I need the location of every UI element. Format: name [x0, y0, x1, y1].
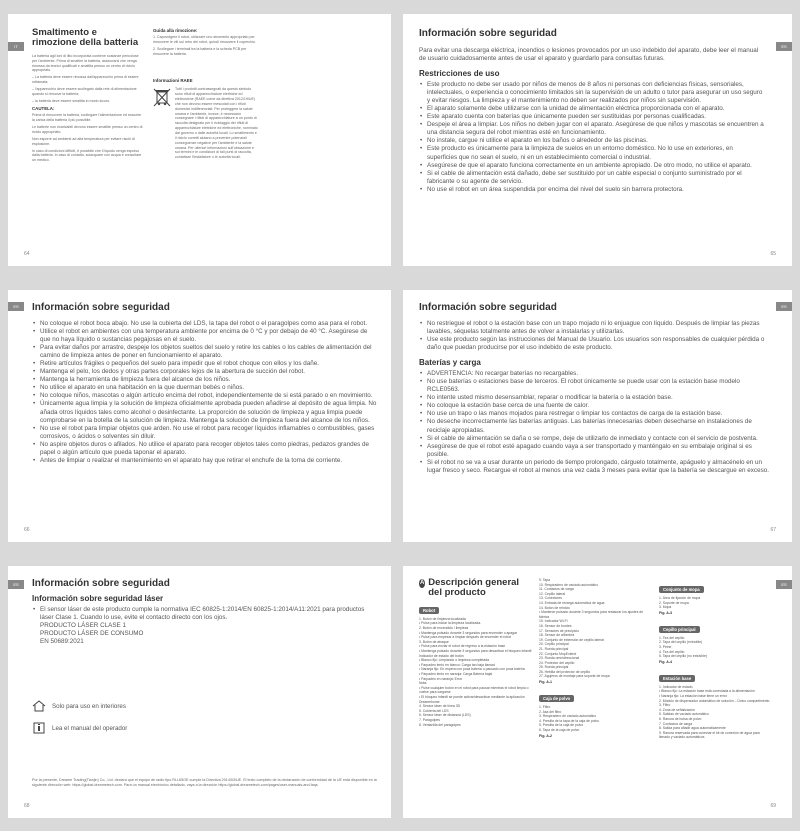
list-item: 23. Rueda omnidireccional: [539, 656, 580, 661]
list-item: 14. Entrada de recarga automática de agua: [539, 600, 605, 605]
intro-paragraph: Para evitar una descarga eléctrica, incendios o lesiones provocados por un uso indebido del aparato, debe leer el manual de usuario cuidadosamente antes de usar el aparato y guardarlo para consultas futuras.: [419, 47, 759, 63]
list-item: 5. Tapa del cepillo (no extraíble): [659, 654, 707, 659]
list-item: 27. Agujeros de montaje para soporte de mopa: [539, 674, 610, 679]
list-item: 1. Filtro: [539, 705, 551, 710]
list-item: • Asegúrese de que el aparato funciona correctamente en un ambiente apropiado. De otro modo, no utilice el aparato.: [419, 162, 764, 170]
list-item: 22. Conjunto MopExtend: [539, 651, 577, 656]
laser-standard-line: EN 50689:2021: [40, 638, 84, 646]
list-item: 3. Filtro: [659, 703, 671, 708]
accessories-column: [659, 578, 771, 740]
paragraph: 2. Scollegare i terminali tra la batteria e la scheda PCB per rimuovere la batteria.: [153, 46, 247, 56]
list-item: 1. Tira del cepillo: [659, 635, 685, 640]
list-item: 2. Botón de encendido / limpieza: [419, 626, 469, 631]
list-item: • No use baterías o estaciones base de terceros. El robot únicamente se puede usar con la estación base modelo RCLE0563.: [419, 378, 769, 394]
page-number: 66: [24, 527, 30, 533]
page-66: [8, 290, 391, 542]
list-item: • No intente usted mismo desensamblar, reparar o modificar la batería o la estación base.: [419, 394, 769, 402]
list-item: • No use el robot en un área suspendida por encima del nivel del suelo sin barrera protectora.: [419, 186, 764, 194]
list-item: 2. Módulo de dispensador automático de solución – Único compartimento: [659, 698, 770, 703]
page-number: 64: [24, 251, 30, 257]
list-item: 6. Sensor láser de distancia (LDS): [419, 713, 471, 718]
list-item: 18. Sensor de alfombra: [539, 633, 575, 638]
page-number: 67: [770, 527, 776, 533]
figure-label: Fig. A-2: [539, 733, 553, 738]
list-item: • Mantenga pulsado durante 3 segundos para encender o apagar: [419, 630, 518, 635]
language-tab: ES: [776, 302, 792, 311]
list-item: 10. Respiradero de vaciado automático: [539, 582, 598, 587]
list-item: • Este producto no debe ser usado por niños de menos de 8 años ni personas con deficiencias físicas, sensoriales, intelectuales, o experiencia o conocimiento limitados sin la supervisión de un adulto o tutor para asegurar un uso seguro y evitar riesgos. La limpieza y el mantenimiento no deben ser realizados por niños sin supervisión.: [419, 81, 764, 105]
paragraph: – l'apparecchio deve essere scollegato dalla rete di alimentazione quando si rimuove la batteria;: [32, 86, 137, 96]
robot-column: [419, 578, 533, 727]
page-65: [403, 14, 792, 266]
list-item: • Blanco fijo: Limpiando o limpieza completada: [419, 658, 489, 663]
paragraph: In caso di condizioni difficili, è possibile che il liquido venga espulso dalla batteria. In caso di contatto, sciacquare con acqua e consultare un medico.: [32, 148, 142, 163]
figure-label: Fig. A-3: [659, 610, 673, 615]
list-item: • No coloque niños, mascotas o algún artículo encima del robot, independientemente de si está parado o en movimiento.: [32, 392, 377, 400]
caution-title: CAUTELA:: [32, 106, 55, 112]
list-item: • Naranja fijo: La estación base tiene un error: [659, 693, 727, 698]
list-item: • Mantenga pulsado durante 3 segundos para desactivar el bloqueo infantil: [419, 649, 532, 654]
list-item: 9. Tapa: [539, 578, 551, 582]
list-item: • Despeje el área a limpiar. Los niños no deben jugar con el aparato. Asegúrese de que niños y mascotas se encuentren a una distancia segura del robot mientras esté en funcionamiento.: [419, 121, 764, 137]
page-64: [8, 14, 391, 266]
robot-label: Robot: [419, 607, 439, 614]
list-item: • Blanco fijo: La estación base está conectada a la alimentación: [659, 689, 755, 694]
page-number: 65: [770, 251, 776, 257]
list-item: • No aspire objetos duros o afilados. No utilice el aparato para recoger objetos tales como piedras, pedazos grandes de papel o algún artículo que pueda taponar el aparato.: [32, 441, 377, 457]
main-brush-list: [659, 636, 771, 659]
list-item: • Pulse para enviar el robot de regreso a la estación base: [419, 644, 506, 649]
list-item: • El sensor láser de este producto cumple la normativa IEC 60825-1:2014/EN 60825-1:2014/A11:2021 para productos láser Clase 1. Cuando lo use, evite el contacto directo con los ojos.: [32, 606, 377, 622]
list-item: 2. Asa del filtro: [539, 709, 562, 714]
page-title: Información sobre seguridad: [419, 302, 557, 313]
paragraph: Prima di rimuovere la batteria, scollegare l'alimentazione ed esaurire la carica della batteria il più possibile.: [32, 113, 141, 123]
list-item: 1. Área de fijación de mopa: [659, 596, 701, 600]
list-item: • El aparato solamente debe utilizarse con la unidad de alimentación eléctrica proporcionada con el aparato.: [419, 105, 764, 113]
list-item: • Retire artículos frágiles o pequeños del suelo para impedir que el robot choque con ellos y los dañe.: [32, 360, 377, 368]
page-69: [403, 566, 792, 818]
indoor-use-row: [32, 700, 126, 712]
figure-label: Fig. A-4: [659, 659, 673, 664]
list-item: 2. Soporte de mopa: [659, 600, 689, 605]
list-item: 4. Sensor láser de línea 3D: [419, 704, 461, 709]
base-station-label: Estación base: [659, 675, 695, 682]
paragraph: 1. Capovolgere il robot, utilizzare uno strumento appropriato per rimuovere le viti sul retro del robot, quindi rimuovere il coperchio.: [153, 35, 256, 44]
main-brush-label: Cepillo principal: [659, 626, 700, 633]
section-subtitle: Baterías y carga: [419, 358, 481, 368]
list-item: 3. Mopa: [659, 605, 672, 610]
list-item: 6. Tapa de la caja de polvo: [539, 728, 580, 733]
list-item: • Mantener pulsado durante 3 segundos para restaurar los ajustes de fábrica: [539, 610, 644, 619]
laser-consumer-line: PRODUCTO LÁSER DE CONSUMO: [40, 630, 144, 638]
list-item: • Pulse cualquier botón en el robot para pausar mientras el robot limpia o vuelve para cargarse: [419, 685, 529, 695]
list-item: 16. Sensor de bordes: [539, 623, 572, 628]
indoor-label: Solo para uso en interiores: [52, 702, 126, 710]
list-item: 3. Botón de atraque: [419, 639, 449, 644]
bullet-list: [32, 320, 377, 465]
list-item: • Mantenga el pelo, los dedos y otras partes corporales lejos de la abertura de succión del robot.: [32, 368, 377, 376]
list-item: 14. Botón de reinicio: [539, 605, 570, 610]
paragraph: Non esporre ad ambienti ad alta temperatura per evitare rischi di esplosione.: [32, 136, 135, 146]
list-item: 5. Presilla de la caja de polvo: [539, 723, 584, 728]
list-item: • Asegúrese de que el robot esté apagado cuando vaya a ser transportado y manténgalo en su embalaje original si es posible.: [419, 443, 769, 459]
list-item: • Naranja fijo: En espera con poca batería o pausado con poca batería: [419, 667, 525, 672]
list-item: • El bloqueo infantil se puede activar/desactivar mediante la aplicación Dreamehome.: [419, 694, 525, 704]
list-item: • Este aparato cuenta con baterías que únicamente pueden ser sustituidas por personas cualificadas.: [419, 113, 764, 121]
laser-list: [32, 606, 377, 622]
list-item: 26. Hebilla del protector de cepillo: [539, 669, 591, 674]
base-station-list: [659, 685, 771, 740]
list-item: 8. Salida para añadir agua automáticamente: [659, 726, 726, 731]
list-item: 25. Rueda principal: [539, 665, 569, 670]
robot-parts-list: [419, 617, 533, 727]
dust-box-list: [539, 705, 653, 733]
safety-content: [419, 28, 764, 194]
battery-paras: [32, 54, 144, 104]
page-title: Smaltimento e rimozione della batteria: [32, 27, 139, 49]
removal-guide-column: [153, 28, 259, 160]
list-item: 7. Contactos de carga: [659, 721, 693, 726]
list-item: • Mantenga la herramienta de limpieza fuera del alcance de los niños.: [32, 376, 377, 384]
guide-paras: [153, 35, 259, 56]
crossed-bin-icon: [153, 87, 171, 107]
page-number: 69: [770, 803, 776, 809]
paragraph: Le batterie non ricaricabili devono essere smaltite presso un centro di riciclo appropriato.: [32, 125, 143, 134]
page-number: 68: [24, 803, 30, 809]
raee-block: [153, 87, 259, 160]
battery-disposal-column: [32, 28, 144, 165]
list-item: • Use este producto según las instrucciones del Manual de Usuario. Los usuarios son responsables de cualquier pérdida o daño que puedan producirse por el uso indebido de este producto.: [419, 336, 769, 352]
guide-title: Guida alla rimozione:: [153, 28, 198, 33]
list-item: • No instale, cargue ni utilice el aparato en los baños o alrededor de las piscinas.: [419, 137, 764, 145]
overview-title-row: [419, 578, 533, 599]
raee-text: Tutti i prodotti contrassegnati da questo simbolo sono rifiuti di apparecchiature elettriche ed elettroniche (RAEE come da direttiva 2012/19/UE) che non devono essere mescolati con i rifiuti domestici indifferenziati. Per proteggere la salute umana e l'ambiente, invece, è necessario consegnare i rifiuti di apparecchiature a un punto di raccolta designato per il riciclaggio dei rifiuti di apparecchiature elettriche ed elettroniche, nominato dal governo o dalle autorità locali. Lo smaltimento e il riciclo corretti aiutano a prevenire potenziali conseguenze negative per l'ambiente e la salute umana. Per ulteriori informazioni sull'ubicazione e sui termini e le condizioni di tali punti di raccolta, contattare l'installatore o le autorità locali.: [175, 87, 258, 160]
language-tab: ES: [776, 42, 792, 51]
page-title: Información sobre seguridad: [32, 578, 170, 589]
list-item: • No use el robot para limpiar objetos que arden. No use el robot para recoger líquidos inflamables o combustibles, gases corrosivos, o ácidos o solventes sin diluir.: [32, 425, 377, 441]
section-subtitle: Información sobre seguridad láser: [32, 594, 164, 603]
list-item: • No coloque el robot boca abajo. No use la cubierta del LDS, la tapa del robot o el paragolpes como asa para el robot.: [32, 320, 377, 328]
list-item: 7. Paragolpes: [419, 717, 440, 722]
list-item: • Únicamente agua limpia y la solución de limpieza oficialmente aprobada pueden añadirse al depósito de agua limpia. No añada otros líquidos tales como alcohol o desinfectante. La proporción de solución de limpieza y agua limpia puede comprobarse en la botella de la solución de limpieza. Mantenga la solución de limpieza fuera del alcance de los niños.: [32, 400, 377, 424]
laser-safety-content: [32, 578, 377, 646]
paragraph: La batteria agli ioni di litio incorporata contiene sostanze pericolose per l'ambiente. Prima di smaltire la batteria, assicurarsi che venga rimossa da tecnici qualificati e smaltita presso un centro di riciclo appropriato.: [32, 53, 139, 73]
list-item: 1. Botón de limpieza localizada: [419, 616, 466, 621]
list-item: • Utilice el robot en ambientes con una temperatura ambiente por encima de 0 °C y por debajo de 40 °C. Asegúrese de que no haya líquido o sustancias pegajosas en el suelo.: [32, 328, 377, 344]
robot-parts-list-continued: [539, 578, 653, 679]
list-item: • Para evitar daños por arrastre, despeje los objetos sueltos del suelo y retire los cables o los cables de alimentación del camino de limpieza antes de poner en funcionamiento el aparato.: [32, 344, 377, 360]
house-icon: [32, 700, 46, 712]
list-item: Nota:: [419, 681, 428, 686]
list-item: 4. Presilla de la tapa de la caja de polvo: [539, 718, 599, 723]
list-item: 6. Ranura de bolsa de polvo: [659, 716, 702, 721]
list-item: 20. Cepillo principal: [539, 642, 569, 647]
page-68: [8, 566, 391, 818]
list-item: • Este producto es únicamente para la limpieza de suelos en un entorno doméstico. No lo use en exteriores, en superficies que no sean el suelo, ni en un establecimiento comercial o industrial.: [419, 145, 764, 161]
list-item: • Parpadeo lento en blanco: Carga tan baja llamad: [419, 662, 495, 667]
declaration-footer: Por la presente, Dreame Trading(Tianjin) Co., Ltd. declara que el equipo de radio tipo RLL65GE cumple la Directiva 2014/53/UE. El texto completo de la declaración de conformidad de la UE está disponible en la siguiente dirección web: https://global.dreametech.com. Para un manual electrónico detallado, vaya a la dirección https://global.dreametech.com/pages/user-manuals-and-faqs: [32, 778, 377, 787]
laser-class-line: PRODUCTO LÁSER CLASE 1: [40, 622, 126, 630]
list-item: • No utilice el aparato en una habitación en la que duerman bebés o niños.: [32, 384, 377, 392]
list-item: • No restriegue el robot o la estación base con un trapo mojado ni lo enjuague con líquido. Después de limpiar las piezas lavables, séquelas totalmente antes de volver a instalarlas y utilizarlas.: [419, 320, 769, 336]
mop-assembly-label: Conjunto de mopa: [659, 586, 704, 593]
list-item: • ADVERTENCIA: No recargar baterías no recargables.: [419, 370, 769, 378]
manual-book-icon: [32, 722, 46, 734]
list-item: • Si el robot no se va a usar durante un periodo de tiempo prolongado, cárguelo totalmente, apáguelo y almacénelo en un lugar fresco y seco. Recargue el robot al menos una vez cada 3 meses para evitar que la batería se descargue en exceso.: [419, 459, 769, 475]
list-item: 2. Tapa del cepillo (extraíble): [659, 640, 703, 645]
manual-label: Lea el manual del operador: [52, 724, 128, 732]
list-item: 8. Ventanilla del paragolpes: [419, 722, 461, 727]
list-item: • No coloque la estación base cerca de una fuente de calor.: [419, 402, 769, 410]
list-item: 12. Cepillo lateral: [539, 591, 566, 596]
list-item: • Pulse para iniciar la limpieza localizada.: [419, 621, 482, 626]
list-item: 5. Salidas de vaciado automático: [659, 712, 709, 717]
list-item: • Si el cable de alimentación está dañado, debe ser sustituido por un cable especial o conjunto suministrado por el fabricante o su agente de servicio.: [419, 170, 764, 186]
raee-title: Informazioni RAEE: [153, 78, 193, 84]
list-item: Indicador de estado del botón: [419, 653, 464, 658]
list-item: 15. Indicador Wi-Fi: [539, 619, 568, 624]
list-item: • Parpadeo lento en naranja: Carga Batería bajal: [419, 672, 493, 676]
list-item: • Si el cable de alimentación se daña o se rompe, deje de utilizarlo de inmediato y contacte con el servicio de postventa.: [419, 435, 769, 443]
list-item: • Parpadeo en naranja: Error: [419, 676, 463, 681]
list-item: 13. Conectores: [539, 596, 562, 601]
list-item: • No deseche incorrectamente las baterías antiguas. Las baterías innecesarias deben desecharse en instalaciones de reciclaje apropiadas.: [419, 418, 769, 434]
dust-box-label: Caja de polvo: [539, 695, 574, 702]
bullet-list: [419, 320, 769, 352]
list-item: • No use un trapo o las manos mojados para restregar o limpiar los contactos de carga de la estación base.: [419, 410, 769, 418]
list-item: • Pulse para empezar a limpiar después de encender el robot: [419, 635, 512, 640]
section-badge: A: [419, 580, 425, 586]
list-item: 24. Protector del cepillo: [539, 660, 575, 665]
page-67: [403, 290, 792, 542]
list-item: 1. Indicador de estado: [659, 684, 693, 689]
language-tab: ES: [8, 302, 24, 311]
list-item: 9. Ranura reservada para conectar el kit de conexión de agua para llenado y vaciado automáticos: [659, 730, 760, 740]
page-title: Información sobre seguridad: [419, 28, 557, 39]
figure-label: Fig. A-1: [539, 680, 553, 685]
list-item: 3. Peine: [659, 644, 672, 649]
language-tab: ES: [8, 580, 24, 589]
read-manual-row: [32, 722, 127, 734]
list-item: 19. Conjunto de extensión de cepillo lateral: [539, 637, 604, 642]
robot-dust-column: [539, 578, 653, 741]
list-item: 11. Contactos de carga: [539, 587, 574, 592]
safety-content: [32, 302, 377, 465]
section-subtitle: Restricciones de uso: [419, 69, 500, 79]
list-item: 4. Tira del cepillo: [659, 649, 685, 654]
language-tab: ES: [776, 580, 792, 589]
paragraph: – La batteria deve essere rimossa dall'apparecchio prima di essere rottamata;: [32, 75, 139, 85]
page-title: Descripción general del producto: [428, 577, 520, 599]
bullet-list: [419, 81, 764, 194]
language-tab: IT: [8, 42, 24, 51]
battery-bullet-list: [419, 370, 769, 475]
mop-list: [659, 596, 771, 610]
list-item: • Antes de limpiar o realizar el mantenimiento en el aparato hay que retirar el enchufe de la toma de corriente.: [32, 457, 377, 465]
list-item: 3. Respiradero de vaciado automático: [539, 714, 597, 719]
paragraph: – la batteria deve essere smaltita in modo sicuro.: [32, 98, 111, 103]
caution-paras: [32, 113, 144, 163]
list-item: 17. Sensores de precipicio: [539, 628, 579, 633]
list-item: 21. Rueda principal: [539, 646, 569, 651]
list-item: 4. Zona de señalización: [659, 707, 695, 712]
list-item: 5. Cubierta del LDS: [419, 708, 449, 713]
page-title: Información sobre seguridad: [32, 302, 170, 313]
safety-content: [419, 302, 769, 475]
